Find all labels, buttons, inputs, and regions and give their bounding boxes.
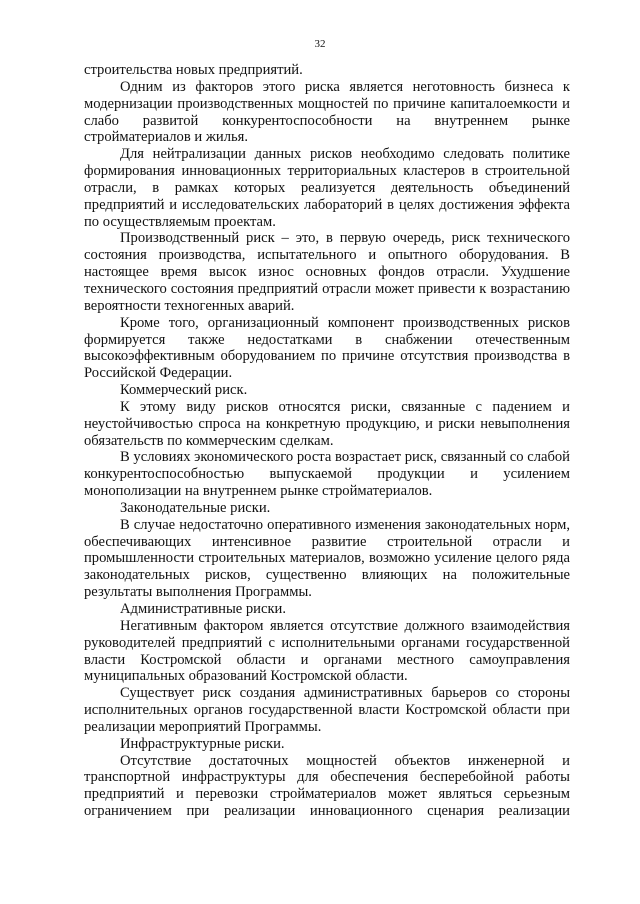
- paragraph-infrastructure-risks: Отсутствие достаточных мощностей объектов инженерной и транспортной инфраструктуры для обеспечения бесперебойной работы предприятий и перевозки стройматериалов может являться серьезным ограничением при реализации инновационного сценария реализации: [84, 752, 570, 820]
- paragraph-production-risk: Производственный риск – это, в первую очередь, риск технического состояния производства, испытательного и опытного оборудования. В настоящее время высок износ основных фондов отрасли. Ухудшение технического состояния предприятий отрасли может привести к возрастанию вероятности техногенных аварий.: [84, 230, 570, 314]
- paragraph-legislative-risks: В случае недостаточно оперативного изменения законодательных норм, обеспечивающих интенсивное развитие строительной отрасли и промышленности строительных материалов, возможно усиление целого ряда законодательных рисков, существенно влияющих на положительные результаты выполнения Программы.: [84, 516, 570, 601]
- paragraph-administrative-barriers: Существует риск создания административных барьеров со стороны исполнительных органов государственной власти Костромской области при реализации мероприятий Программы.: [84, 685, 570, 735]
- heading-legislative-risks: Законодательные риски.: [120, 499, 271, 516]
- paragraph-commercial-risk: К этому виду рисков относятся риски, связанные с падением и неустойчивостью спроса на конкретную продукцию, и риски невыполнения обязательств по коммерческим сделкам.: [84, 398, 570, 449]
- heading-commercial-risk: Коммерческий риск.: [120, 382, 248, 399]
- paragraph-negative-factor: Негативным фактором является отсутствие должного взаимодействия руководителей предприятий с исполнительными органами государственной власти Костромской области и органами местного самоуправления муниципальных образований Костромской области.: [84, 617, 570, 685]
- heading-administrative-risks: Административные риски.: [120, 601, 287, 617]
- paragraph-organizational-component: Кроме того, организационный компонент производственных рисков формируется также недостатками в снабжении отечественным высокоэффективным оборудованием по причине отсутствия производства в Российской Федерации.: [84, 314, 570, 382]
- document-body: [84, 62, 570, 820]
- paragraph-business-readiness: Одним из факторов этого риска является неготовность бизнеса к модернизации производственных мощностей по причине капиталоемкости и слабо развитой конкурентоспособности на внутреннем рынке стройматериалов и жилья.: [84, 78, 570, 146]
- paragraph-economic-growth: В условиях экономического роста возрастает риск, связанный со слабой конкурентоспособностью выпускаемой продукции и усилением монополизации на внутреннем рынке стройматериалов.: [84, 449, 570, 500]
- paragraph-continuation: строительства новых предприятий.: [84, 62, 303, 78]
- page-number: 32: [314, 38, 326, 50]
- paragraph-neutralization: Для нейтрализации данных рисков необходимо следовать политике формирования инновационных территориальных кластеров в строительной отрасли, в рамках которых реализуется деятельность объединений предприятий и исследовательских лабораторий в целях достижения эффекта по осуществляемым проектам.: [84, 146, 570, 230]
- heading-infrastructure-risks: Инфраструктурные риски.: [120, 735, 285, 752]
